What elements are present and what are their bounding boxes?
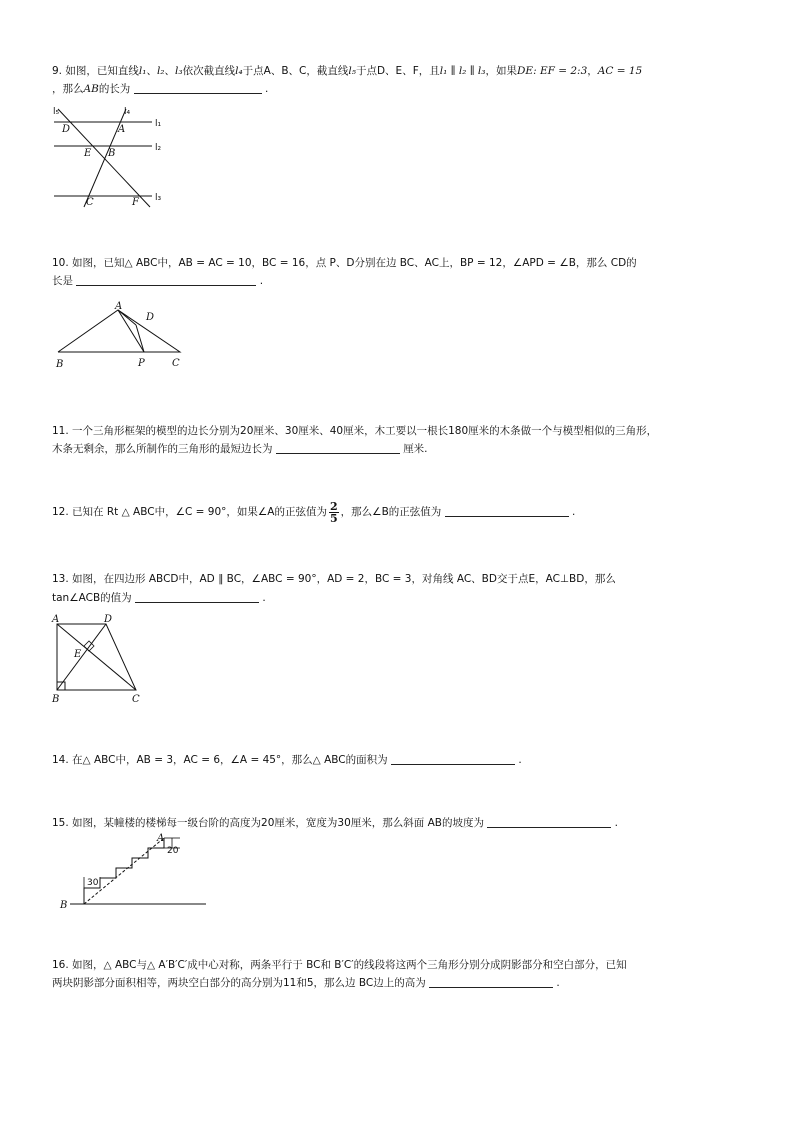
question-11-line2	[52, 440, 428, 458]
q11-text: 木条无剩余，那么所制作的三角形的最短边长为	[52, 443, 273, 455]
q9-label-B: B	[108, 148, 116, 159]
q9-text-c: 于点A、B、C，截直线	[242, 65, 349, 77]
q11-answer-blank[interactable]	[276, 441, 400, 454]
q10-end: .	[259, 275, 264, 287]
q10-text: 长是	[52, 275, 73, 287]
q15-label-B: B	[60, 900, 68, 911]
question-10-line1: 10. 如图，已知△ ABC中，AB = AC = 10，BC = 16，点 P、D分别在边 BC、AC上，BP = 12，∠APD = ∠B，那么 CD的	[52, 257, 637, 269]
question-10-line2	[52, 272, 263, 290]
q9-text-e: ，如果	[485, 65, 517, 77]
q10-figure	[52, 300, 192, 372]
question-9-line2	[52, 80, 268, 98]
q9-l3: l₃	[175, 65, 183, 77]
q13-label-A: A	[52, 614, 60, 625]
q9-l2: l₂	[156, 65, 165, 77]
q12-fraction	[329, 501, 339, 524]
q15-end: .	[614, 817, 619, 829]
q13-answer-blank[interactable]	[135, 590, 259, 603]
q12-end: .	[571, 506, 576, 518]
q9-l4: l₄	[235, 65, 243, 77]
question-11-line1: 11. 一个三角形框架的模型的边长分别为20厘米、30厘米、40厘米，木工要以一根长180厘米的木条做一个与模型相似的三角形，	[52, 425, 658, 437]
q12-text-b: ，那么∠B的正弦值为	[340, 506, 442, 518]
q9-label-l3: l₃	[155, 193, 162, 203]
q10-segment-ad	[118, 310, 136, 325]
q13-figure	[50, 612, 154, 708]
q10-triangle	[58, 310, 180, 352]
q15-height-label: 20	[167, 846, 179, 856]
q10-label-A: A	[115, 301, 123, 312]
q15-figure	[56, 830, 212, 914]
q9-answer-blank[interactable]	[134, 81, 262, 94]
q13-label-D: D	[104, 614, 113, 625]
q13-label-E: E	[74, 649, 82, 660]
question-12	[52, 498, 575, 526]
q10-segment-ap	[118, 310, 144, 352]
question-14	[52, 751, 522, 769]
q9-text-d: 于点D、E、F，且	[355, 65, 440, 77]
q9-l1: l₁	[138, 65, 147, 77]
q9-label-A: A	[118, 124, 126, 135]
q9-label-D: D	[62, 124, 71, 135]
q9-l5: l₅	[348, 65, 356, 77]
q9-text-f: ，那么	[52, 83, 84, 95]
q10-answer-blank[interactable]	[76, 273, 256, 286]
q9-ratio: DE: EF = 2:3	[517, 65, 588, 77]
question-16-line1: 16. 如图，△ ABC与△ A′B′C′成中心对称，两条平行于 BC和 B′C′的线段将这两个三角形分别分成阴影部分和空白部分，已知	[52, 959, 627, 971]
q13-end: .	[262, 592, 266, 604]
q14-end: .	[518, 754, 522, 766]
q16-end: .	[556, 977, 560, 989]
q13-diagonal-bd	[57, 624, 106, 690]
q9-text-a: 9. 如图，已知直线	[52, 65, 139, 77]
q9-ab: AB	[83, 83, 99, 95]
q9-comma: ，	[587, 65, 598, 77]
q13-label-C: C	[132, 694, 140, 705]
question-16-line2	[52, 974, 560, 992]
question-13-line2	[52, 589, 266, 607]
q9-label-l5: l₅	[53, 107, 60, 117]
q12-frac-den: 5	[330, 511, 338, 525]
q9-line-l5	[58, 109, 150, 207]
q9-text-g: 的长为	[98, 83, 131, 95]
q12-text-a: 12. 已知在 Rt △ ABC中，∠C = 90°，如果∠A的正弦值为	[52, 506, 327, 518]
q15-label-A: A	[157, 833, 165, 844]
question-9-line1: 9. 如图，已知直线l₁、l₂、l₃依次截直线l₄于点A、B、C，截直线l₅于点D、E、F，且l₁ ∥ l₂ ∥ l₃，如果DE: EF = 2:3，AC = 15	[52, 65, 643, 77]
q9-ac: AC = 15	[597, 65, 643, 77]
q15-text: 15. 如图，某幢楼的楼梯每一级台阶的高度为20厘米，宽度为30厘米，那么斜面 AB的坡度为	[52, 817, 484, 829]
q10-label-B: B	[56, 359, 64, 370]
q9-label-l2: l₂	[155, 143, 162, 153]
question-13-line1: 13. 如图，在四边形 ABCD中，AD ∥ BC，∠ABC = 90°，AD = 2，BC = 3，对角线 AC、BD交于点E，AC⊥BD，那么	[52, 573, 616, 585]
q12-frac-num: 2	[330, 499, 338, 513]
q16-answer-blank[interactable]	[429, 975, 553, 988]
q9-label-l1: l₁	[155, 119, 162, 129]
q15-answer-blank[interactable]	[487, 815, 611, 828]
q10-segment-pd	[136, 325, 144, 352]
q9-label-l4: l₄	[124, 107, 131, 117]
q9-figure	[48, 104, 178, 208]
q13-text: tan∠ACB的值为	[52, 592, 132, 604]
q15-width-label: 30	[87, 878, 99, 888]
q12-answer-blank[interactable]	[445, 504, 569, 517]
q9-label-F: F	[132, 197, 139, 208]
q9-label-C: C	[86, 197, 94, 208]
q14-text: 14. 在△ ABC中，AB = 3，AC = 6，∠A = 45°，那么△ ABC的面积为	[52, 754, 388, 766]
q10-label-D: D	[146, 312, 155, 323]
q14-answer-blank[interactable]	[391, 752, 515, 765]
q10-label-P: P	[138, 358, 145, 369]
q9-parallel: l₁ ∥ l₂ ∥ l₃	[439, 65, 486, 77]
q13-diagonal-ac	[57, 624, 136, 690]
q10-label-C: C	[172, 358, 180, 369]
q13-label-B: B	[52, 694, 60, 705]
q9-end: .	[265, 83, 269, 95]
q9-label-E: E	[84, 148, 92, 159]
q16-text: 两块阴影部分面积相等，两块空白部分的高分别为11和5，那么边 BC边上的高为	[52, 977, 426, 989]
q9-text-b: 依次截直线	[182, 65, 236, 77]
q11-unit: 厘米.	[403, 443, 428, 455]
